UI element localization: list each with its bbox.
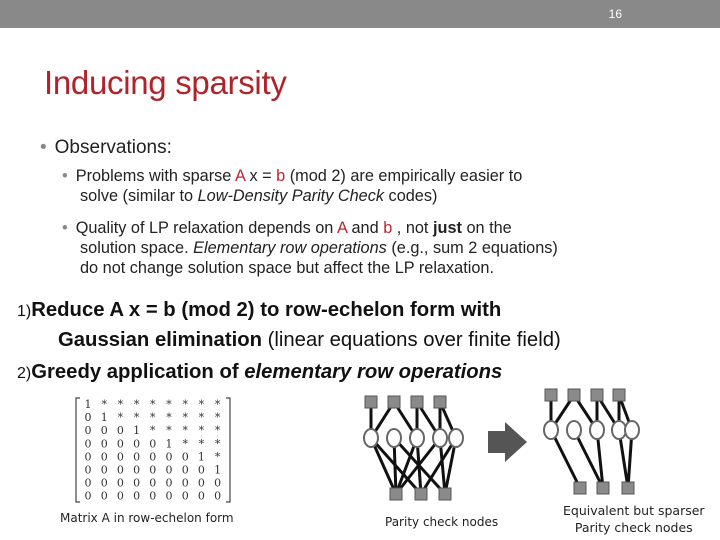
matrix-cell: * <box>117 398 124 411</box>
matrix-graphic <box>74 396 232 504</box>
matrix-cell: * <box>101 398 107 411</box>
slide-number: 16 <box>608 7 622 21</box>
matrix-cell: 0 <box>133 437 141 451</box>
matrix-cell: * <box>214 437 221 451</box>
matrix-cell: 0 <box>100 437 108 451</box>
matrix-bracket-right <box>226 398 230 502</box>
matrix-cell: 1 <box>197 450 205 464</box>
matrix-cell: 0 <box>181 489 189 503</box>
matrix-cell: 0 <box>100 476 108 490</box>
check-node <box>365 396 377 408</box>
observation-bullet-1: • Problems with sparse A x = b (mod 2) are empirically easier to solve (similar to Low-Density Parity Check codes) <box>62 167 523 205</box>
matrix-bracket-left <box>76 398 80 502</box>
matrix-cell: * <box>214 424 221 438</box>
check-node <box>622 482 634 494</box>
matrix-cell: 0 <box>165 463 173 477</box>
matrix-cell: * <box>214 450 221 464</box>
matrix-cell: 0 <box>84 450 92 464</box>
matrix-cell: 1 <box>214 463 222 477</box>
check-node <box>439 488 451 500</box>
matrix-cell: 0 <box>84 411 92 425</box>
matrix-cell: 0 <box>214 489 222 503</box>
matrix-cell: 0 <box>197 489 205 503</box>
variable-node <box>544 421 558 439</box>
matrix-cell: 0 <box>133 450 141 464</box>
matrix-cell: * <box>198 437 205 451</box>
matrix-cell: * <box>198 424 205 438</box>
matrix-cell: 0 <box>181 463 189 477</box>
step-1: 1)Reduce A x = b (mod 2) to row-echelon form with Gaussian elimination (linear equations over finite field) <box>17 299 561 351</box>
variable-node <box>449 429 463 447</box>
matrix-cell: * <box>117 411 124 425</box>
variable-node <box>612 421 626 439</box>
check-node <box>545 389 557 401</box>
matrix-cell: 0 <box>100 489 108 503</box>
matrix-cell: 0 <box>214 476 222 490</box>
matrix-cell: * <box>133 398 140 411</box>
matrix-cell: 0 <box>100 463 108 477</box>
variable-node <box>625 421 639 439</box>
matrix-cell: 0 <box>149 489 157 503</box>
matrix-cell: 0 <box>149 450 157 464</box>
parity-graph-dense <box>364 396 463 500</box>
step-2: 2)Greedy application of elementary row operations <box>17 361 503 383</box>
check-node <box>568 389 580 401</box>
matrix-cell: 1 <box>100 411 108 425</box>
slide-title: Inducing sparsity <box>44 64 287 101</box>
check-node <box>411 396 423 408</box>
check-node <box>591 389 603 401</box>
top-bar <box>0 0 720 28</box>
variable-node <box>433 429 447 447</box>
check-node <box>388 396 400 408</box>
check-node <box>390 488 402 500</box>
arrow-right-icon <box>488 422 527 462</box>
matrix-cell: * <box>182 437 188 451</box>
matrix-cell: * <box>166 424 172 438</box>
matrix-cell: 0 <box>84 437 92 451</box>
matrix-cell: 0 <box>84 476 92 490</box>
bullet-icon: • <box>40 137 47 158</box>
echelon-matrix <box>74 396 232 504</box>
variable-node <box>590 421 604 439</box>
check-node <box>574 482 586 494</box>
matrix-cell: 0 <box>149 463 157 477</box>
symbol-b: b <box>383 219 393 237</box>
matrix-cell: * <box>133 411 140 425</box>
matrix-cell: * <box>150 424 156 438</box>
parity-caption: Parity check nodes <box>385 515 499 529</box>
matrix-cell: 0 <box>84 463 92 477</box>
matrix-cell: 0 <box>116 437 124 451</box>
matrix-cell: * <box>166 411 172 425</box>
matrix-cell: 0 <box>84 489 92 503</box>
matrix-cell: * <box>182 411 188 425</box>
sparser-caption: Equivalent but sparser Parity check nodes <box>563 503 705 535</box>
matrix-cell: 0 <box>181 476 189 490</box>
matrix-cell: 1 <box>165 437 173 451</box>
matrix-cell: 0 <box>84 424 92 438</box>
matrix-cell: 0 <box>116 463 124 477</box>
matrix-cell: * <box>182 398 188 411</box>
matrix-cell: 0 <box>100 424 108 438</box>
variable-node <box>567 421 581 439</box>
matrix-caption: Matrix A in row-echelon form <box>60 511 234 525</box>
matrix-cell: * <box>150 411 156 425</box>
matrix-cell: 0 <box>116 476 124 490</box>
parity-graph-sparse <box>544 389 639 494</box>
matrix-cell: 0 <box>149 476 157 490</box>
matrix-cell: 0 <box>133 489 141 503</box>
observation-bullet-2: • Quality of LP relaxation depends on A and b , not just on the solution space. Elementary row operations (e.g., sum 2 equations) do not change solution space but affect the LP relaxation. <box>62 219 558 277</box>
bullet-icon: • <box>62 219 68 237</box>
observations-label: Observations: <box>54 137 172 158</box>
tanner-graphs <box>355 388 720 508</box>
observations-heading <box>40 137 172 159</box>
matrix-cell: * <box>214 398 221 411</box>
matrix-cell: 0 <box>133 463 141 477</box>
matrix-cell: 0 <box>149 437 157 451</box>
matrix-cell: * <box>150 398 156 411</box>
matrix-cell: * <box>214 411 221 425</box>
variable-node <box>387 429 401 447</box>
matrix-cell: 0 <box>133 476 141 490</box>
matrix-cell: * <box>182 424 188 438</box>
variable-node <box>410 429 424 447</box>
symbol-b: b <box>276 167 286 185</box>
matrix-cell: * <box>166 398 172 411</box>
check-node <box>434 396 446 408</box>
matrix-cell: 0 <box>181 450 189 464</box>
check-node <box>613 389 625 401</box>
matrix-cell: 0 <box>116 489 124 503</box>
matrix-cell: 0 <box>197 463 205 477</box>
matrix-cell: 0 <box>165 476 173 490</box>
bullet-icon: • <box>62 167 68 185</box>
matrix-cell: * <box>198 411 205 425</box>
variable-node <box>364 429 378 447</box>
symbol-A: A <box>337 219 347 237</box>
matrix-cell: 0 <box>165 450 173 464</box>
symbol-A: A <box>234 167 245 185</box>
matrix-cell: 0 <box>165 489 173 503</box>
matrix-cell: 0 <box>116 450 124 464</box>
matrix-cell: 1 <box>84 398 92 411</box>
matrix-cell: 0 <box>197 476 205 490</box>
matrix-cell: 0 <box>116 424 124 438</box>
matrix-cell: * <box>198 398 205 411</box>
matrix-cell: 1 <box>133 424 141 438</box>
check-node <box>597 482 609 494</box>
matrix-cell: 0 <box>100 450 108 464</box>
check-node <box>415 488 427 500</box>
